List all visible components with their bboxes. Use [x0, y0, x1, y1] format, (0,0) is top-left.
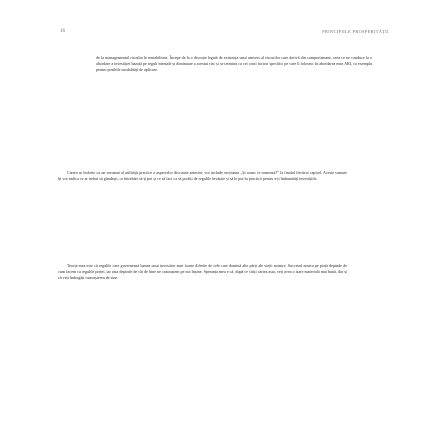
running-title: PRINCIPIILE PROSPERITĂȚII — [322, 29, 389, 34]
body-paragraph-2: Cartea se încheie cu un rezumat al utilității practice a aspectelor discutate anterior, voi include secțiunea „Și acum ce urmează?” la finalul fiecărui capitol. Aceste sumare îți vor indica ce ar trebui să gândești, ce întrebări să-ți pui și ce să faci ca să profiți de regulile învățate și să le pui în practică pentru a-ți îmbunătăți investițiile. — [58, 170, 347, 181]
body-paragraph-3: Teoria mea este că regulile care guvernează lumea unui investitor sunt foarte diferite de cele care domină alte părți ale vieții noastre. Succesul nostru pe piață depinde de cum facem ca regulile pieței, iar asta depinde de cât de bine ne cunoaștem pe noi înșine. Speranța mea e că, după ce citiți cartea asta, veți avea o stare materială mai bună, dar și că veți îmbogăți cunoașterea de sine. — [58, 263, 347, 280]
body-paragraph-1: de la managementul riscului la rentabilitate. Începe de la o discuție legată de existența unui univers al riscurilor care derivă din comportament, ceea ce ne conduce la o abordare a investiției bazată pe reguli mentale și diminuare a acestui risc și se termină cu cei cinci factori specifici pe care îi folosesc în abordarea mea ARI, ca exemplu pentru posibile modalități de aplicare. — [96, 55, 372, 72]
page-number: 16 — [60, 29, 65, 34]
